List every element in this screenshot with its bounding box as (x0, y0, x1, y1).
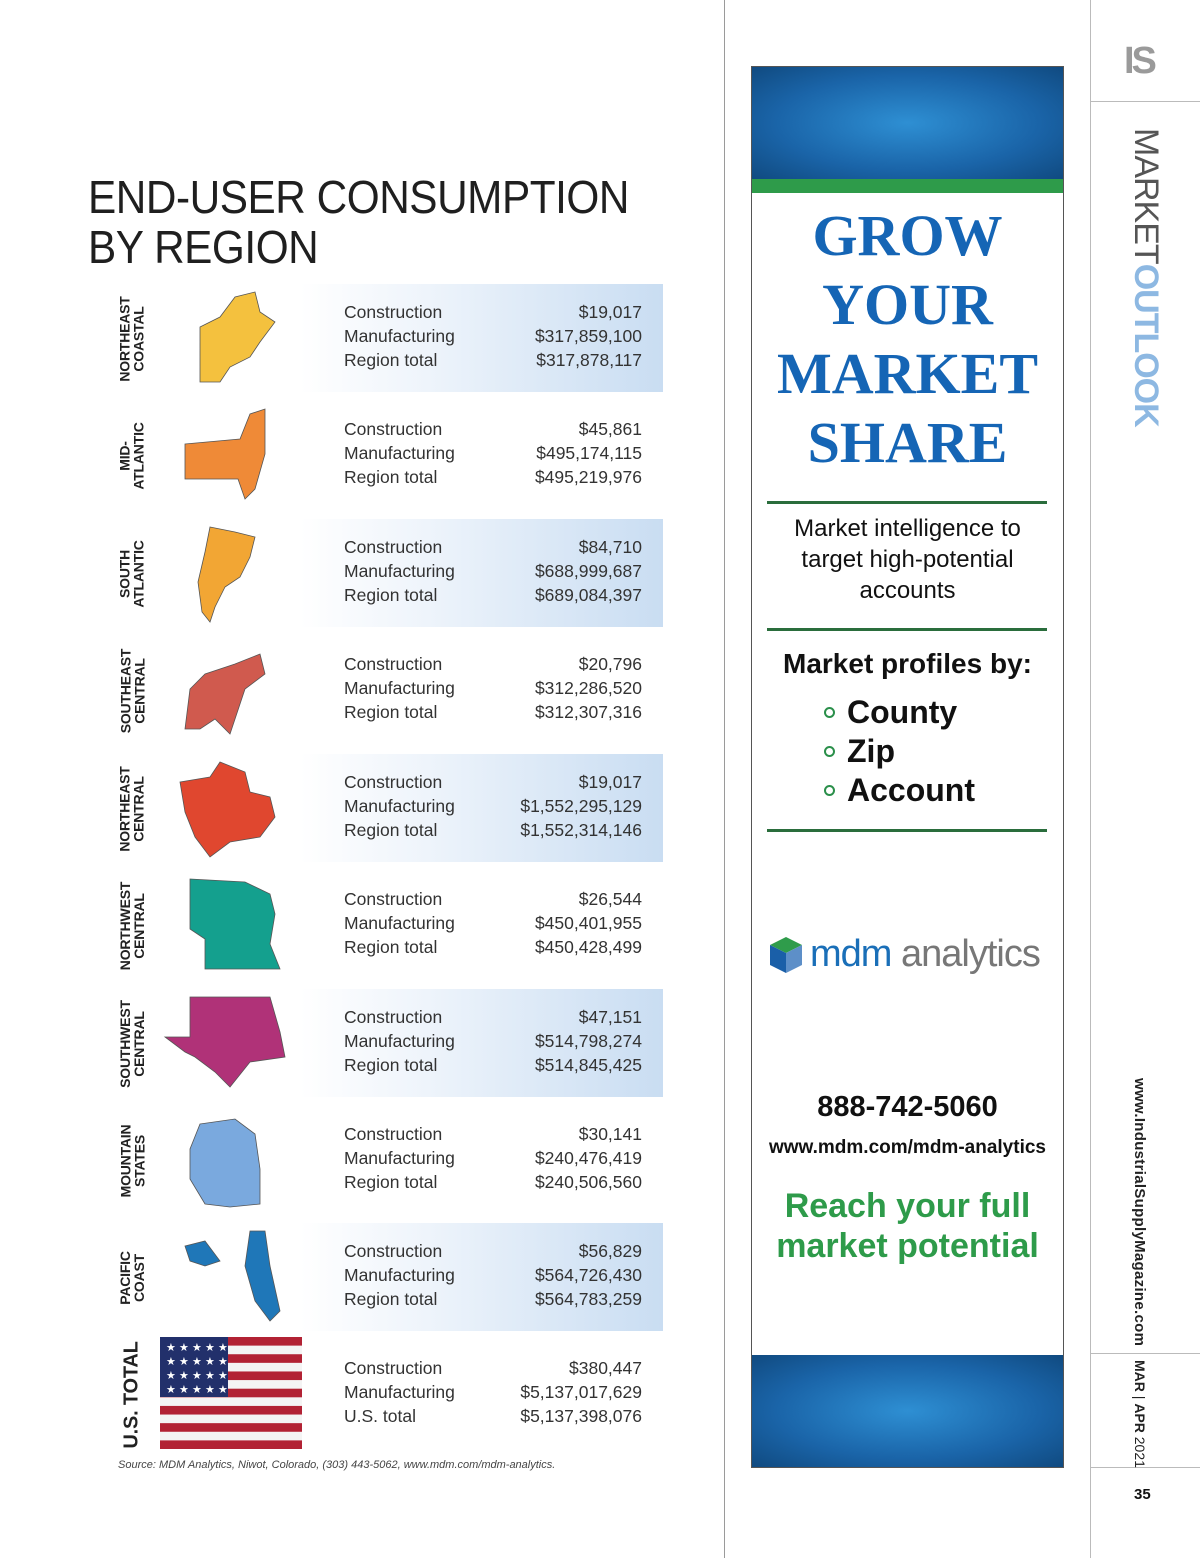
region-label-line: SOUTH (117, 549, 134, 599)
title-line-1: END-USER CONSUMPTION (88, 171, 629, 223)
region-label-text (118, 422, 146, 489)
table-row (344, 911, 642, 935)
row-label: Construction (344, 1358, 443, 1378)
issue-month-b: APR (1132, 1403, 1148, 1433)
region-shape (180, 762, 275, 857)
row-label: Manufacturing (344, 796, 455, 816)
row-value: $450,428,499 (534, 937, 642, 957)
region-values (344, 887, 642, 959)
region-label-line: CENTRAL (131, 776, 147, 842)
row-label: Region total (344, 350, 438, 370)
table-row (344, 1146, 642, 1170)
row-value: $312,307,316 (534, 702, 642, 722)
issue-date: MAR | APR 2021 (1132, 1360, 1148, 1468)
region-label-line: SOUTHWEST (117, 1000, 133, 1088)
region-map-icon (160, 992, 300, 1097)
flag-star: ★ (205, 1356, 215, 1368)
row-label: Construction (344, 1241, 443, 1261)
region-label-line: NORTHEAST (117, 296, 133, 382)
region-map-icon (160, 757, 300, 862)
flag-star: ★ (179, 1384, 189, 1396)
flag-star: ★ (179, 1342, 189, 1354)
region-label-line: U.S. TOTAL (121, 1341, 144, 1449)
flag-star: ★ (166, 1356, 176, 1368)
table-row (344, 1029, 642, 1053)
region-label-text (118, 1000, 146, 1088)
region-map-icon (160, 287, 300, 392)
ad-phone: 888-742-5060 (817, 1091, 998, 1123)
row-value: $450,401,955 (534, 913, 642, 933)
logo-text (810, 933, 1040, 976)
list-item (824, 693, 975, 732)
issue-month-a: MAR (1132, 1360, 1148, 1392)
region-values (344, 1239, 642, 1311)
margin-rule (1090, 1353, 1200, 1354)
row-value: $26,544 (578, 889, 642, 909)
table-row (344, 300, 642, 324)
region-map-icon (160, 1226, 300, 1331)
issue-year: 2021 (1132, 1436, 1148, 1468)
row-label: Manufacturing (344, 1382, 455, 1402)
mdm-logo (768, 933, 1040, 976)
row-value: $5,137,398,076 (520, 1406, 642, 1426)
flag-star: ★ (179, 1356, 189, 1368)
region-label-line: ATLANTIC (131, 540, 148, 608)
region-label-text (118, 540, 146, 607)
page-number: 35 (1134, 1486, 1151, 1503)
table-row (344, 935, 642, 959)
row-label: Region total (344, 1055, 438, 1075)
flag-star: ★ (205, 1384, 215, 1396)
region-label (112, 994, 152, 1094)
region-label (112, 1341, 152, 1449)
region-shape (165, 997, 285, 1087)
region-label-text (118, 1251, 146, 1305)
row-label: Construction (344, 537, 443, 557)
margin-line (1090, 0, 1091, 1558)
row-label: Manufacturing (344, 326, 455, 346)
region-values (344, 417, 642, 489)
row-value: $380,447 (569, 1358, 642, 1378)
ad-intel-line: target high-potential (801, 546, 1014, 573)
row-value: $30,141 (578, 1124, 642, 1144)
row-label: Construction (344, 889, 443, 909)
region-map-icon (160, 522, 300, 627)
flag-star: ★ (179, 1370, 189, 1382)
ad-headline-line: YOUR (822, 272, 993, 337)
region-label-line: MID- (117, 441, 134, 471)
region-values (344, 535, 642, 607)
region-label-line: CENTRAL (131, 893, 148, 959)
us-flag-icon (160, 1337, 302, 1449)
section-label-a: MARKET (1127, 128, 1165, 264)
row-value: $689,084,397 (534, 585, 642, 605)
advertisement[interactable] (751, 66, 1064, 1468)
flag-star: ★ (166, 1384, 176, 1396)
row-label: Region total (344, 820, 438, 840)
row-value: $495,219,976 (534, 467, 642, 487)
ad-tagline-line: Reach your full (784, 1187, 1031, 1225)
row-value: $688,999,687 (534, 561, 642, 581)
region-label-line: CENTRAL (131, 1011, 147, 1077)
region-label-text (118, 649, 146, 734)
row-label: Manufacturing (344, 913, 455, 933)
row-label: Region total (344, 937, 438, 957)
ad-intel-line: Market intelligence to (794, 515, 1021, 542)
region-label (112, 289, 152, 389)
row-label: Manufacturing (344, 1031, 455, 1051)
list-item-label: County (847, 694, 958, 730)
flag-stripe (160, 1397, 302, 1406)
row-value: $19,017 (578, 772, 642, 792)
list-item (824, 771, 975, 810)
region-label (112, 524, 152, 624)
flag-star: ★ (205, 1370, 215, 1382)
table-row (344, 818, 642, 842)
flag-star: ★ (205, 1342, 215, 1354)
table-row (344, 1356, 642, 1380)
flag-stripe (160, 1423, 302, 1432)
row-value: $1,552,295,129 (520, 796, 642, 816)
table-row (344, 794, 642, 818)
region-label-line: STATES (131, 1135, 148, 1187)
row-label: Manufacturing (344, 678, 455, 698)
region-label-line: SOUTHEAST (117, 648, 134, 734)
row-value: $20,796 (578, 654, 642, 674)
row-value: $514,798,274 (534, 1031, 642, 1051)
bullet-icon (824, 707, 835, 718)
ad-intel-line: accounts (859, 577, 956, 604)
region-values (344, 1005, 642, 1077)
region-label (112, 641, 152, 741)
ad-profiles-list (824, 693, 975, 810)
row-label: Region total (344, 585, 438, 605)
list-item-label: Account (847, 772, 975, 808)
row-value: $19,017 (578, 302, 642, 322)
page-title (88, 172, 629, 272)
region-values (344, 652, 642, 724)
logo-analytics: analytics (901, 933, 1040, 975)
row-value: $564,726,430 (534, 1265, 642, 1285)
row-label: Construction (344, 302, 443, 322)
region-map-icon (160, 639, 300, 744)
flag-star: ★ (218, 1342, 228, 1354)
region-label (112, 1111, 152, 1211)
ad-bottom-banner (752, 1355, 1063, 1467)
table-row (344, 348, 642, 372)
table-row (344, 441, 642, 465)
row-value: $514,845,425 (534, 1055, 642, 1075)
region-label-text (121, 1341, 144, 1449)
flag-star: ★ (192, 1356, 202, 1368)
flag-star: ★ (192, 1370, 202, 1382)
row-value: $56,829 (578, 1241, 642, 1261)
row-label: Region total (344, 1289, 438, 1309)
row-value: $240,476,419 (534, 1148, 642, 1168)
column-divider (724, 0, 725, 1558)
section-label-b: OUTLOOK (1127, 263, 1165, 427)
row-label: Construction (344, 772, 443, 792)
row-value: $45,861 (578, 419, 642, 439)
table-row (344, 583, 642, 607)
bullet-icon (824, 785, 835, 796)
flag-star: ★ (218, 1370, 228, 1382)
region-map-icon (160, 1109, 300, 1214)
region-shape (200, 292, 275, 382)
bullet-icon (824, 746, 835, 757)
ad-headline-line: SHARE (807, 410, 1008, 475)
table-row (344, 1122, 642, 1146)
row-value: $312,286,520 (534, 678, 642, 698)
flag-star: ★ (166, 1370, 176, 1382)
ad-rule (767, 829, 1047, 832)
row-label: Region total (344, 467, 438, 487)
region-map-icon (160, 404, 300, 509)
row-label: Construction (344, 1007, 443, 1027)
flag-stripe (160, 1440, 302, 1449)
row-value: $1,552,314,146 (520, 820, 642, 840)
section-label (1126, 128, 1165, 427)
region-label-text (118, 1125, 146, 1198)
region-label-text (118, 296, 146, 381)
table-row (344, 1170, 642, 1194)
row-label: Manufacturing (344, 1265, 455, 1285)
row-value: $240,506,560 (534, 1172, 642, 1192)
table-row (344, 535, 642, 559)
region-label-line: NORTHWEST (117, 881, 134, 971)
region-label (112, 406, 152, 506)
region-shape (190, 879, 280, 969)
ad-intel (752, 513, 1063, 606)
row-value: $317,878,117 (536, 350, 642, 370)
row-value: $317,859,100 (534, 326, 642, 346)
flag-stripe (160, 1432, 302, 1441)
flag-stripe (160, 1406, 302, 1415)
region-values (344, 300, 642, 372)
ad-profiles-title: Market profiles by: (783, 648, 1032, 679)
logo-mdm: mdm (810, 933, 892, 975)
region-values (344, 1122, 642, 1194)
row-label: Construction (344, 1124, 443, 1144)
list-item (824, 732, 975, 771)
region-shape (190, 1119, 260, 1207)
row-label: U.S. total (344, 1406, 416, 1426)
flag-star: ★ (218, 1384, 228, 1396)
region-label-text (118, 882, 146, 970)
table-row (344, 559, 642, 583)
table-row (344, 1239, 642, 1263)
region-label-line: COAST (131, 1254, 147, 1303)
table-row (344, 1053, 642, 1077)
ad-url[interactable]: www.mdm.com/mdm-analytics (769, 1137, 1046, 1158)
table-row (344, 324, 642, 348)
region-values (344, 1356, 642, 1428)
magazine-url: www.IndustrialSupplyMagazine.com (1131, 1078, 1148, 1347)
cube-icon (768, 935, 804, 975)
ad-headline-line: GROW (812, 203, 1003, 268)
ad-green-stripe (752, 179, 1063, 193)
region-label-line: ATLANTIC (131, 422, 148, 490)
region-label-line: PACIFIC (117, 1251, 133, 1305)
row-value: $495,174,115 (536, 443, 642, 463)
table-row (344, 1380, 642, 1404)
row-label: Region total (344, 1172, 438, 1192)
table-row (344, 770, 642, 794)
table-row (344, 676, 642, 700)
table-row (344, 1404, 642, 1428)
list-item-label: Zip (847, 733, 895, 769)
region-label-line: CENTRAL (131, 658, 148, 724)
region-label (112, 1228, 152, 1328)
flag-stripe (160, 1415, 302, 1424)
flag-star: ★ (218, 1356, 228, 1368)
ad-headline-line: MARKET (777, 341, 1038, 406)
row-label: Construction (344, 654, 443, 674)
region-shape (185, 1231, 280, 1321)
ad-rule (767, 628, 1047, 631)
row-value: $564,783,259 (534, 1289, 642, 1309)
region-label-line: NORTHEAST (117, 766, 133, 852)
region-label-text (118, 766, 146, 851)
table-row (344, 887, 642, 911)
magazine-logo: IS (1124, 40, 1154, 82)
region-shape (185, 409, 265, 499)
region-label-line: MOUNTAIN (117, 1124, 134, 1198)
margin-rule (1090, 101, 1200, 102)
row-value: $5,137,017,629 (520, 1382, 642, 1402)
table-row (344, 417, 642, 441)
region-map-icon (160, 874, 300, 979)
table-row (344, 652, 642, 676)
row-label: Region total (344, 702, 438, 722)
region-values (344, 770, 642, 842)
row-value: $47,151 (578, 1007, 642, 1027)
table-row (344, 1005, 642, 1029)
flag-star: ★ (192, 1384, 202, 1396)
row-label: Manufacturing (344, 1148, 455, 1168)
ad-top-banner (752, 67, 1063, 179)
ad-rule (767, 501, 1047, 504)
ad-headline (752, 201, 1063, 477)
title-line-2: BY REGION (88, 221, 319, 273)
row-label: Manufacturing (344, 561, 455, 581)
table-row (344, 1287, 642, 1311)
ad-tagline-line: market potential (776, 1227, 1039, 1265)
table-row (344, 700, 642, 724)
flag-star: ★ (192, 1342, 202, 1354)
ad-tagline (752, 1186, 1063, 1266)
region-label (112, 876, 152, 976)
row-label: Construction (344, 419, 443, 439)
table-row (344, 1263, 642, 1287)
row-value: $84,710 (578, 537, 642, 557)
region-shape (198, 527, 255, 622)
region-label (112, 759, 152, 859)
source-note: Source: MDM Analytics, Niwot, Colorado, (303) 443-5062, www.mdm.com/mdm-analytics. (118, 1459, 556, 1471)
flag-star: ★ (166, 1342, 176, 1354)
row-label: Manufacturing (344, 443, 455, 463)
table-row (344, 465, 642, 489)
region-shape (185, 654, 265, 734)
region-label-line: COASTAL (131, 306, 147, 372)
